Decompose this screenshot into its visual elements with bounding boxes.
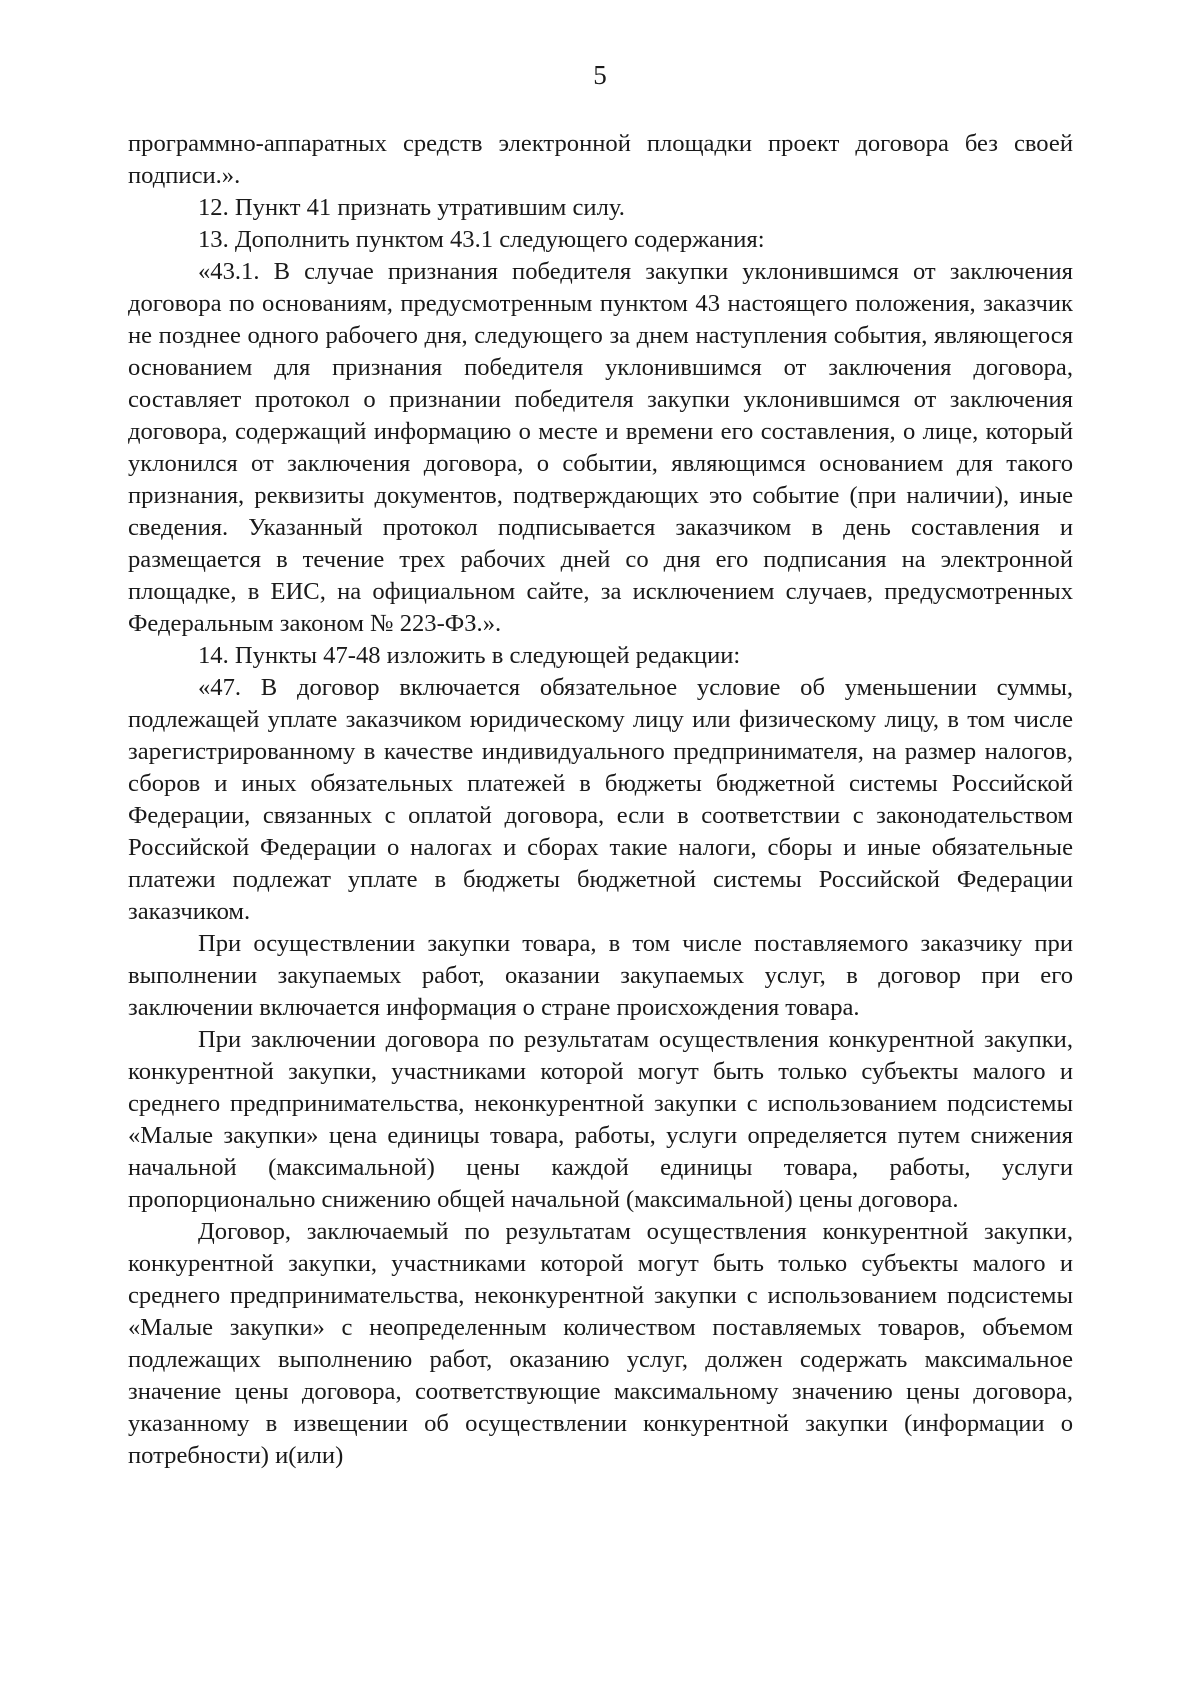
paragraph-clause-43-1: «43.1. В случае признания победителя закупки уклонившимся от заключения договора по основаниям, предусмотренным пунктом 43 настоящего положения, заказчик не позднее одного рабочего дня, следующего за днем наступления события, являющегося основанием для признания победителя уклонившимся от заключения договора, составляет протокол о признании победителя закупки уклонившимся от заключения договора, содержащий информацию о месте и времени его составления, о лице, который уклонился от заключения договора, о событии, являющимся основанием для такого признания, реквизиты документов, подтверждающих это событие (при наличии), иные сведения. Указанный протокол подписывается заказчиком в день составления и размещается в течение трех рабочих дней со дня его подписания на электронной площадке, в ЕИС, на официальном сайте, за исключением случаев, предусмотренных Федеральным законом № 223-ФЗ.». — [128, 258, 1073, 637]
paragraph-item-12: 12. Пункт 41 признать утратившим силу. — [198, 194, 625, 221]
paragraph-clause-47: «47. В договор включается обязательное условие об уменьшении суммы, подлежащей уплате заказчиком юридическому лицу или физическому лицу, в том числе зарегистрированному в качестве индивидуального предпринимателя, на размер налогов, сборов и иных обязательных платежей в бюджеты бюджетной системы Российской Федерации, связанных с оплатой договора, если в соответствии с законодательством Российской Федерации о налогах и сборах такие налоги, сборы и иные обязательные платежи подлежат уплате в бюджеты бюджетной системы Российской Федерации заказчиком. — [128, 674, 1073, 925]
page-number: 5 — [593, 60, 607, 90]
paragraph-continuation: программно-аппаратных средств электронной площадки проект договора без своей подписи.». — [128, 130, 1073, 189]
document-body — [128, 128, 1073, 1472]
paragraph-item-13: 13. Дополнить пунктом 43.1 следующего содержания: — [198, 226, 765, 253]
paragraph-max-contract-price: Договор, заключаемый по результатам осуществления конкурентной закупки, конкурентной закупки, участниками которой могут быть только субъекты малого и среднего предпринимательства, неконкурентной закупки с использованием подсистемы «Малые закупки» с неопределенным количеством поставляемых товаров, объемом подлежащих выполнению работ, оказанию услуг, должен содержать максимальное значение цены договора, соответствующие максимальному значению цены договора, указанному в извещении об осуществлении конкурентной закупки (информации о потребности) и(или) — [128, 1218, 1073, 1469]
paragraph-country-of-origin: При осуществлении закупки товара, в том числе поставляемого заказчику при выполнении закупаемых работ, оказании закупаемых услуг, в договор при его заключении включается информация о стране происхождения товара. — [128, 930, 1073, 1021]
paragraph-item-14: 14. Пункты 47-48 изложить в следующей редакции: — [198, 642, 741, 669]
paragraph-unit-price: При заключении договора по результатам осуществления конкурентной закупки, конкурентной закупки, участниками которой могут быть только субъекты малого и среднего предпринимательства, неконкурентной закупки с использованием подсистемы «Малые закупки» цена единицы товара, работы, услуги определяется путем снижения начальной (максимальной) цены каждой единицы товара, работы, услуги пропорционально снижению общей начальной (максимальной) цены договора. — [128, 1026, 1073, 1213]
